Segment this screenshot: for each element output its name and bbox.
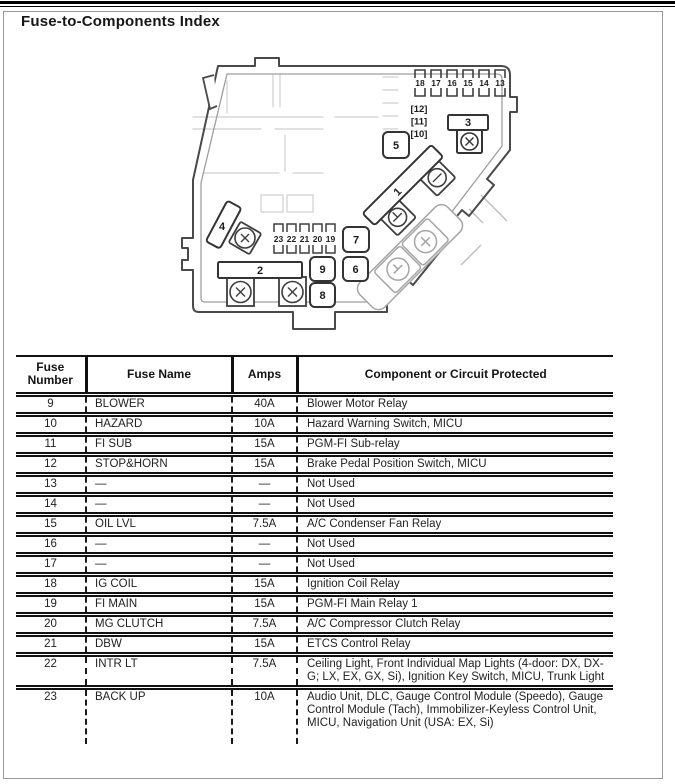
fuse-component: Ignition Coil Relay	[297, 575, 613, 595]
relay-5-label: 5	[392, 140, 400, 152]
fuse-number: 15	[16, 515, 86, 535]
casing-detail-lines	[461, 195, 507, 265]
fuse-23-label: 23	[273, 234, 284, 244]
fuse-table	[16, 355, 613, 744]
fuse-row-11	[16, 435, 613, 455]
fuse-amps: 10A	[232, 415, 297, 435]
header-amps: Amps	[232, 356, 297, 395]
fuse-21-label: 21	[299, 234, 310, 244]
fuse-name: —	[86, 555, 232, 575]
fuse-unit-3	[448, 115, 488, 153]
fuse-row-12	[16, 455, 613, 475]
fuse-table-header-row	[16, 356, 613, 395]
relay-6-label: 6	[352, 264, 359, 276]
fuse-15-label: 15	[463, 78, 473, 88]
fuse-name: DBW	[86, 635, 232, 655]
fuse-number: 18	[16, 575, 86, 595]
fuse-component: Brake Pedal Position Switch, MICU	[297, 455, 613, 475]
fuse-name: MG CLUTCH	[86, 615, 232, 635]
fuse-19-label: 19	[325, 234, 336, 244]
fuse-box-diagram	[165, 55, 520, 355]
fuse-20-label: 20	[312, 234, 323, 244]
faint-panel-lines	[193, 75, 398, 212]
header-component: Component or Circuit Protected	[297, 356, 613, 395]
fuse-component: Ceiling Light, Front Individual Map Lights (4-door: DX, DX-G; LX, EX, GX, Si), Ignition Key Switch, MICU, Trunk Light	[297, 655, 613, 688]
fuse-amps: 7.5A	[232, 515, 297, 535]
fuse-name: FI SUB	[86, 435, 232, 455]
fuse-amps: 15A	[232, 575, 297, 595]
fuse-component: Not Used	[297, 535, 613, 555]
fuse-row-21	[16, 635, 613, 655]
fuse-row-16	[16, 535, 613, 555]
fuse-number: 10	[16, 415, 86, 435]
fuse-row-23	[16, 688, 613, 745]
fuse-component: A/C Compressor Clutch Relay	[297, 615, 613, 635]
fuse-component: Audio Unit, DLC, Gauge Control Module (Speedo), Gauge Control Module (Tach), Immobilizer-Keyless Control Unit, MICU, Navigation Unit (USA: EX, Si)	[297, 688, 613, 745]
fuse-14-label: 14	[479, 78, 489, 88]
fuse-name: OIL LVL	[86, 515, 232, 535]
fuse-amps: 7.5A	[232, 615, 297, 635]
fuse-amps: 40A	[232, 395, 297, 415]
fuse-component: Not Used	[297, 555, 613, 575]
header-fuse-number: Fuse Number	[16, 356, 86, 395]
fuse-unit-3-label: 3	[464, 117, 472, 129]
fuse-unit-4-label: 4	[218, 221, 226, 233]
fuse-row-9	[16, 395, 613, 415]
relay-7-label: 7	[352, 234, 360, 247]
fuse-11-label: [11]	[410, 116, 428, 128]
fuse-component: Not Used	[297, 475, 613, 495]
fuse-22-label: 22	[286, 234, 297, 244]
fuse-number: 11	[16, 435, 86, 455]
fuse-row-13	[16, 475, 613, 495]
fuse-12-label: [12]	[410, 104, 428, 115]
fuse-amps: 15A	[232, 595, 297, 615]
fuse-name: INTR LT	[86, 655, 232, 688]
fuse-number: 19	[16, 595, 86, 615]
fuse-component: ETCS Control Relay	[297, 635, 613, 655]
fuse-16-label: 16	[447, 78, 457, 88]
fuse-number: 16	[16, 535, 86, 555]
fuse-component: Blower Motor Relay	[297, 395, 613, 415]
fuse-amps: —	[232, 555, 297, 575]
fuse-amps: 10A	[232, 688, 297, 745]
fuse-number: 17	[16, 555, 86, 575]
fuse-18-label: 18	[415, 78, 425, 88]
fuse-row-14	[16, 495, 613, 515]
fuse-amps: 15A	[232, 635, 297, 655]
fuse-number: 9	[16, 395, 86, 415]
fuse-name: BACK UP	[86, 688, 232, 745]
fuse-unit-4	[206, 201, 262, 255]
fuse-amps: 7.5A	[232, 655, 297, 688]
fuse-name: —	[86, 535, 232, 555]
fuse-number: 13	[16, 475, 86, 495]
fuse-amps: —	[232, 495, 297, 515]
top-divider	[0, 1, 675, 7]
fuse-17-label: 17	[431, 78, 441, 88]
header-fuse-name: Fuse Name	[86, 356, 232, 395]
fuse-10-label: [10]	[410, 129, 428, 140]
fuse-name: STOP&HORN	[86, 455, 232, 475]
fuse-unit-1-label: 1	[391, 185, 405, 199]
fuse-row-19	[16, 595, 613, 615]
fuse-component: PGM-FI Main Relay 1	[297, 595, 613, 615]
fuse-amps: 15A	[232, 435, 297, 455]
fuse-component: PGM-FI Sub-relay	[297, 435, 613, 455]
fuse-number: 14	[16, 495, 86, 515]
fuse-number: 22	[16, 655, 86, 688]
fuse-amps: —	[232, 535, 297, 555]
fuse-name: FI MAIN	[86, 595, 232, 615]
fuse-row-10	[16, 415, 613, 435]
fuse-13-label: 13	[495, 78, 505, 88]
fuse-row-17	[16, 555, 613, 575]
fuse-number: 20	[16, 615, 86, 635]
fuse-amps: —	[232, 475, 297, 495]
fuse-unit-2	[218, 262, 306, 306]
fuse-row-20	[16, 615, 613, 635]
relay-9-label: 9	[319, 264, 326, 276]
page-title: Fuse-to-Components Index	[21, 13, 220, 30]
fuse-name: BLOWER	[86, 395, 232, 415]
fuse-unit-2-label: 2	[256, 265, 264, 277]
fuse-name: IG COIL	[86, 575, 232, 595]
fuse-amps: 15A	[232, 455, 297, 475]
fuse-number: 12	[16, 455, 86, 475]
fuse-component: Hazard Warning Switch, MICU	[297, 415, 613, 435]
fuse-component: A/C Condenser Fan Relay	[297, 515, 613, 535]
fuse-number: 23	[44, 691, 57, 703]
fuse-name: HAZARD	[86, 415, 232, 435]
fuse-row-18	[16, 575, 613, 595]
fuse-component: Not Used	[297, 495, 613, 515]
fuse-row-15	[16, 515, 613, 535]
fuse-name: —	[86, 475, 232, 495]
fuse-number: 21	[16, 635, 86, 655]
relay-8-label: 8	[319, 290, 326, 302]
fuse-name: —	[86, 495, 232, 515]
fuse-row-22	[16, 655, 613, 688]
